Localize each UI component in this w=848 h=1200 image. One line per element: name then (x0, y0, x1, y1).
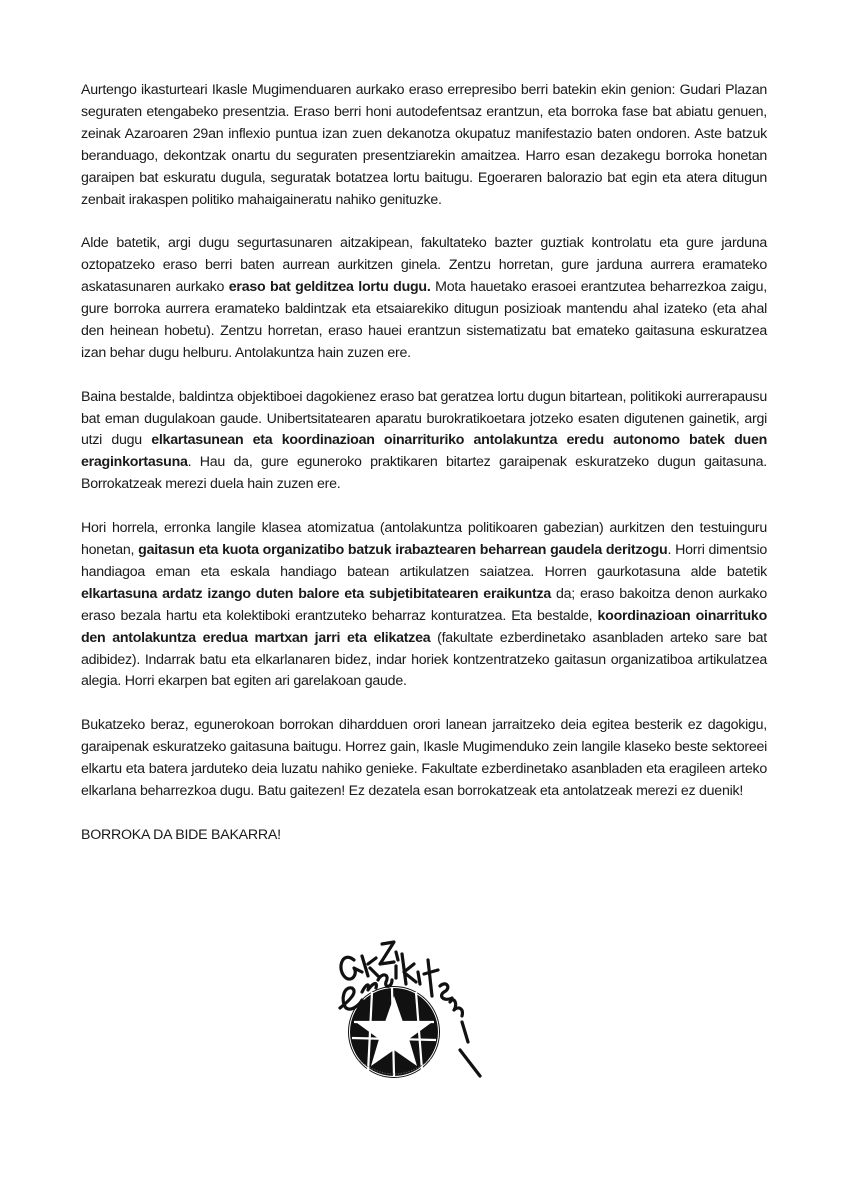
paragraph-text: Bukatzeko beraz, egunerokoan borrokan dihardduen orori lanean jarraitzeko deia egitea besterik ez dagokigu, garaipenak eskuratzeko gaitasuna baitugu. Horrez gain, Ikasle Mugimenduko zein langile klaseko beste sektoreei elkartu eta batera jarduteko deia luzatu nahiko genieke. Fakultate ezberdinetako asanbladen eta eragileen arteko elkarlana beharrezkoa dugu. Batu gaitezen! Ez dezatela esan borrokatzeak eta antolatzeak merezi ez duenik! (81, 717, 767, 799)
paragraph-text: . Hau da, gure eguneroko praktikaren bitartez garaipenak eskuratzeko dugun gaitasuna. Borrokatzeak merezi duela hain zuzen ere. (81, 454, 767, 493)
paragraph-text: Baina bestalde, baldintza objektiboei dagokienez eraso bat geratzea lortu dugun bitartean, politikoki aurrerapausu bat eman dugulakoan gaude. Unibertsitatearen aparatu burokratikoetara jotzeko esaten digutenen gainetik, argi utzi dugu (81, 388, 767, 449)
document-body (81, 80, 767, 869)
bold-text: koordinazioan oinarrituko den antolakuntza eredua martxan jarri eta elikatzea (81, 607, 767, 646)
bold-text: eraso bat gelditzea lortu dugu. (228, 279, 431, 296)
paragraph-text: Hori horrela, erronka langile klasea atomizatua (antolakuntza politikoaren gabezian) aurkitzen den testuinguru honetan, (81, 520, 767, 558)
paragraph-4 (81, 518, 767, 693)
paragraph-1 (81, 80, 767, 211)
bold-text: gaitasun eta kuota organizatibo batzuk irabaztearen beharrean gaudela deritzogu (138, 541, 668, 558)
paragraph-text: da; eraso bakoitza denon aurkako eraso bezala hartu eta kolektiboki erantzuteko beharraz konturatzea. Eta bestalde, (81, 585, 767, 624)
paragraph-text: . Horri dimentsio handiagoa eman eta eskala handiago batean artikulatzen saiatzea. Horren gaurkotasuna alde batetik (81, 541, 767, 580)
paragraph-5 (81, 715, 767, 803)
slogan-text: BORROKA DA BIDE BAKARRA! (81, 826, 281, 843)
closing-slogan (81, 825, 767, 847)
paragraph-3 (81, 387, 767, 497)
star-circle-logo-icon (332, 930, 482, 1085)
paragraph-2 (81, 233, 767, 364)
paragraph-text: (fakultate ezberdinetako asanbladen arteko sare bat adibidez). Indarrak batu eta elkarlanaren bidez, indar horiek kontzentratzeko gaitasun organizatiboa artikulatzea alegia. Horri ekarpen bat egiten ari garelakoan gaude. (81, 629, 767, 690)
paragraph-text: Mota hauetako erasoei erantzutea beharrezkoa zaigu, gure borroka aurrera eramateko baldintzak eta etsaiarekiko ditugun posizioak mantendu ahal izateko (eta ahal den heinean hobetu). Zentzu horretan, eraso hauei erantzun sistematizatu bat emateko gaitasuna eskuratzea izan behar dugu helburu. Antolakuntza hain zuzen ere. (81, 279, 767, 361)
bold-text: elkartasuna ardatz izango duten balore eta subjetibitatearen eraikuntza (81, 585, 551, 602)
bold-text: elkartasunean eta koordinazioan oinarrituriko antolakuntza eredu autonomo batek duen eraginkortasuna (81, 432, 768, 471)
paragraph-text: Aurtengo ikasturteari Ikasle Mugimenduaren aurkako eraso errepresibo berri batekin ekin genion: Gudari Plazan seguraten etengabeko presentzia. Eraso berri honi autodefentsaz erantzun, eta borroka fase bat abiatu genuen, zeinak Azaroaren 29an inflexio puntua izan zuen dekanotza okupatuz manifestazio baten ondoren. Aste batzuk beranduago, dekontzak onartu du seguraten presentziarekin amaitzea. Harro esan dezakegu borroka honetan garaipen bat eskuratu dugula, seguratak botatzea lortu baitugu. Egoeraren balorazio bat egin eta atera ditugun zenbait irakaspen politiko mahaigaineratu nahiko genituzke. (81, 82, 767, 208)
paragraph-text: Alde batetik, argi dugu segurtasunaren aitzakipean, fakultateko bazter guztiak kontrolatu eta gure jarduna oztopatzeko eraso berri baten aurrean aurkitzen ginela. Zentzu horretan, gure jarduna aurrera eramateko askatasunaren aurkako (81, 235, 767, 296)
